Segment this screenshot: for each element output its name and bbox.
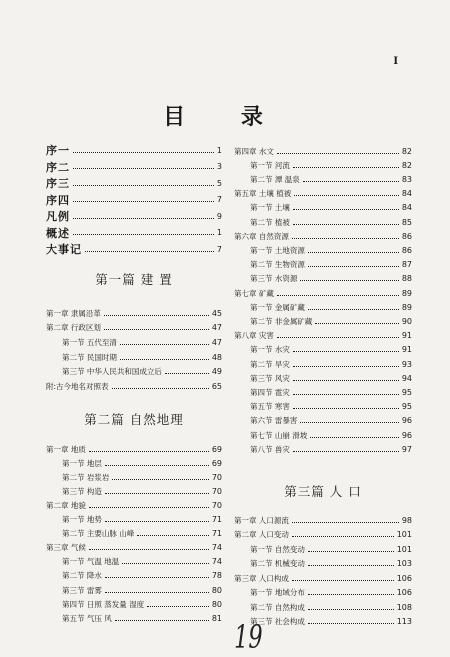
entry-page: 47 [211, 323, 222, 333]
entry-page: 89 [401, 288, 412, 298]
page-title: 目 录 [163, 105, 287, 130]
toc-section-entry [234, 557, 412, 571]
entry-label: 第一节 土壤 [250, 203, 290, 213]
entry-label: 第三节 雷雾 [62, 585, 102, 595]
leader-dots [105, 493, 209, 494]
toc-section-entry [234, 272, 412, 286]
toc-section-entry [46, 583, 222, 597]
leader-dots [292, 238, 399, 239]
entry-label: 第六章 自然资源 [234, 231, 289, 241]
toc-section-entry [234, 586, 412, 600]
toc-chapter-entry [46, 498, 222, 512]
entry-page: 81 [211, 613, 222, 623]
toc-section-entry [234, 357, 412, 371]
handwritten-mark: 19 [234, 618, 263, 656]
leader-dots [165, 373, 209, 374]
toc-section-entry [46, 597, 222, 611]
entry-label: 第五节 气压 风 [62, 613, 112, 623]
toc-section-entry [234, 300, 412, 314]
entry-label: 第一节 水灾 [250, 345, 290, 355]
toc-front-entry [46, 160, 222, 174]
toc-section-entry [234, 158, 412, 172]
entry-page: 82 [401, 160, 412, 170]
toc-chapter-entry [46, 321, 222, 335]
entry-label: 第二节 非金属矿藏 [250, 316, 313, 326]
entry-page: 88 [401, 274, 412, 284]
leader-dots [73, 234, 214, 235]
entry-page: 106 [396, 573, 412, 583]
entry-page: 84 [401, 189, 412, 199]
entry-label: 第一节 河流 [250, 160, 290, 170]
entry-label: 序一 [46, 144, 70, 157]
entry-label: 第七章 矿藏 [234, 288, 274, 298]
leader-dots [308, 309, 399, 310]
entry-page: 48 [211, 352, 222, 362]
toc-front-entry [46, 242, 222, 256]
leader-dots [292, 580, 394, 581]
leader-dots [293, 394, 399, 395]
toc-section-entry [234, 215, 412, 229]
entry-page: 85 [401, 217, 412, 227]
entry-label: 第二节 岩浆岩 [62, 472, 110, 482]
entry-page: 49 [211, 367, 222, 377]
toc-section-entry [234, 201, 412, 215]
entry-page: 95 [401, 402, 412, 412]
entry-page: 96 [401, 416, 412, 426]
toc-chapter-entry [46, 380, 222, 394]
toc-section-entry [234, 172, 412, 186]
entry-page: 113 [396, 617, 412, 626]
leader-dots [104, 315, 209, 316]
leader-dots [105, 521, 209, 522]
entry-page: 7 [216, 244, 222, 254]
toc-section-entry [234, 314, 412, 328]
entry-label: 概述 [46, 226, 70, 240]
leader-dots [308, 565, 394, 566]
entry-label: 第三节 社会构成 [250, 617, 305, 626]
leader-dots [137, 535, 209, 536]
entry-label: 第四节 日照 蒸发量 湿度 [62, 599, 145, 609]
leader-dots [73, 152, 214, 153]
entry-page: 3 [216, 162, 222, 171]
entry-page: 91 [401, 331, 412, 341]
toc-chapter-entry [46, 442, 222, 456]
entry-label: 第一节 地势 [62, 515, 102, 524]
entry-page: 96 [401, 430, 412, 440]
toc-section-entry [234, 371, 412, 385]
entry-page: 78 [211, 571, 222, 581]
toc-section-entry [46, 527, 222, 541]
entry-label: 第八章 灾害 [234, 331, 274, 341]
toc-chapter-entry [234, 528, 412, 542]
leader-dots [293, 380, 399, 381]
entry-label: 第三节 水资源 [250, 274, 298, 284]
entry-label: 第二节 民国时期 [62, 352, 117, 362]
entry-label: 第二章 人口变动 [234, 530, 289, 539]
entry-page: 70 [211, 500, 222, 510]
entry-label: 第三节 构造 [62, 486, 102, 496]
entry-label: 第一节 金属矿藏 [250, 302, 305, 312]
entry-label: 第七节 山崩 滑坡 [250, 430, 308, 440]
entry-label: 第二节 降水 [62, 571, 102, 581]
leader-dots [277, 295, 399, 296]
entry-label: 第二节 机械变动 [250, 559, 305, 568]
leader-dots [104, 329, 209, 330]
leader-dots [293, 167, 399, 168]
entry-page: 101 [396, 530, 412, 539]
entry-page: 69 [211, 458, 222, 468]
leader-dots [308, 594, 394, 595]
leader-dots [120, 344, 209, 345]
toc-section-entry [46, 484, 222, 498]
toc-section-entry [234, 414, 412, 428]
entry-page: 103 [396, 559, 412, 568]
entry-label: 第一节 五代至清 [62, 337, 117, 347]
leader-dots [308, 551, 394, 552]
entry-label: 序二 [46, 160, 70, 174]
toc-section-entry [46, 350, 222, 364]
entry-label: 第四章 水文 [234, 146, 274, 156]
entry-label: 第三节 中华人民共和国成立后 [62, 367, 162, 377]
leader-dots [122, 563, 209, 564]
toc-section-entry [46, 513, 222, 527]
leader-dots [308, 266, 399, 267]
entry-page: 70 [211, 472, 222, 482]
toc-chapter-entry [46, 306, 222, 320]
leader-dots [120, 359, 209, 360]
entry-label: 大事记 [46, 243, 82, 256]
leader-dots [292, 522, 399, 523]
entry-label: 序四 [46, 193, 70, 207]
toc-front-entry [46, 143, 222, 157]
leader-dots [112, 479, 208, 480]
entry-page: 94 [401, 373, 412, 383]
toc-section-entry [234, 385, 412, 399]
entry-page: 83 [401, 174, 412, 184]
leader-dots [112, 388, 209, 389]
leader-dots [277, 337, 399, 338]
leader-dots [105, 577, 209, 578]
toc-chapter-entry [234, 571, 412, 585]
entry-page: 90 [401, 316, 412, 326]
entry-page: 84 [401, 203, 412, 213]
entry-page: 82 [401, 146, 412, 156]
entry-page: 108 [396, 602, 412, 612]
leader-dots [308, 623, 394, 624]
entry-label: 第一章 地质 [46, 444, 86, 454]
leader-dots [73, 218, 214, 219]
toc-chapter-entry [234, 329, 412, 343]
entry-label: 第六节 雷暴害 [250, 416, 298, 426]
toc-section-entry [234, 428, 412, 442]
entry-label: 第二节 旱灾 [250, 359, 290, 369]
entry-label: 第八节 兽灾 [250, 444, 290, 454]
entry-page: 74 [211, 557, 222, 567]
leader-dots [293, 366, 399, 367]
entry-label: 第一章 人口源流 [234, 515, 289, 525]
leader-dots [89, 451, 209, 452]
entry-label: 第二节 生物资源 [250, 260, 305, 270]
entry-page: 86 [401, 245, 412, 255]
toc-chapter-entry [234, 187, 412, 201]
toc-chapter-entry [234, 229, 412, 243]
entry-label: 第一节 地层 [62, 458, 102, 468]
entry-page: 1 [216, 145, 222, 155]
entry-page: 106 [396, 588, 412, 597]
leader-dots [300, 422, 398, 423]
leader-dots [308, 252, 399, 253]
entry-page: 47 [211, 337, 222, 347]
toc-chapter-entry [234, 144, 412, 158]
toc-front-entry [46, 209, 222, 223]
toc-section-entry [234, 600, 412, 614]
leader-dots [105, 592, 209, 593]
entry-page: 80 [211, 599, 222, 609]
leader-dots [73, 201, 214, 202]
entry-label: 第一章 隶属沿革 [46, 308, 101, 318]
entry-page: 5 [216, 178, 222, 188]
leader-dots [293, 209, 399, 210]
entry-page: 101 [396, 544, 412, 554]
leader-dots [293, 408, 399, 409]
leader-dots [115, 620, 209, 621]
entry-label: 第一节 土地资源 [250, 245, 305, 255]
page-number: I [393, 56, 398, 67]
leader-dots [294, 195, 399, 196]
toc-front-entry [46, 226, 222, 240]
entry-page: 80 [211, 585, 222, 595]
entry-page: 98 [401, 515, 412, 525]
leader-dots [315, 323, 398, 324]
toc-chapter-entry [46, 541, 222, 555]
entry-page: 86 [401, 231, 412, 241]
entry-label: 第二章 行政区划 [46, 323, 101, 333]
entry-label: 附:古今地名对照表 [46, 382, 109, 391]
leader-dots [293, 224, 399, 225]
part-heading: 第三篇 人 口 [284, 484, 362, 499]
entry-label: 第二节 植被 [250, 217, 290, 227]
leader-dots [310, 437, 399, 438]
leader-dots [303, 181, 399, 182]
toc-section-entry [234, 442, 412, 456]
toc-section-entry [46, 470, 222, 484]
toc-section-entry [46, 456, 222, 470]
entry-label: 第三节 风灾 [250, 373, 290, 383]
leader-dots [147, 606, 209, 607]
part-heading: 第二篇 自然地理 [84, 412, 184, 427]
entry-label: 第二章 地貌 [46, 500, 86, 510]
entry-page: 70 [211, 486, 222, 496]
entry-label: 第一节 地域分布 [250, 588, 305, 597]
toc-front-entry [46, 176, 222, 190]
toc-section-entry [46, 335, 222, 349]
entry-page: 9 [216, 211, 222, 221]
entry-label: 凡例 [46, 210, 70, 223]
entry-page: 7 [216, 195, 222, 204]
leader-dots [292, 536, 394, 537]
part-heading: 第一篇 建 置 [95, 272, 173, 287]
entry-label: 第二节 潭 温泉 [250, 174, 300, 184]
entry-label: 第四节 雹灾 [250, 387, 290, 397]
leader-dots [293, 451, 399, 452]
toc-section-entry [46, 569, 222, 583]
toc-section-entry [46, 611, 222, 625]
entry-label: 序三 [46, 177, 70, 190]
entry-page: 45 [211, 308, 222, 318]
leader-dots [308, 609, 394, 610]
entry-label: 第五章 土壤 植被 [234, 189, 292, 199]
leader-dots [293, 351, 399, 352]
entry-label: 第三章 人口构成 [234, 573, 289, 583]
leader-dots [277, 153, 399, 154]
leader-dots [73, 185, 214, 186]
entry-label: 第二节 自然构成 [250, 602, 305, 612]
entry-label: 第一节 自然变动 [250, 544, 305, 554]
toc-section-entry [234, 343, 412, 357]
entry-page: 1 [216, 228, 222, 237]
toc-section-entry [46, 555, 222, 569]
entry-page: 71 [211, 529, 222, 539]
toc-front-entry [46, 193, 222, 207]
toc-section-entry [234, 258, 412, 272]
toc-section-entry [46, 365, 222, 379]
leader-dots [85, 251, 214, 252]
entry-page: 97 [401, 444, 412, 454]
leader-dots [89, 507, 209, 508]
entry-label: 第二节 主要山脉 山峰 [62, 529, 135, 539]
entry-page: 69 [211, 444, 222, 454]
entry-label: 第三章 气候 [46, 543, 86, 553]
entry-page: 89 [401, 302, 412, 312]
entry-page: 91 [401, 345, 412, 355]
toc-section-entry [234, 400, 412, 414]
entry-page: 71 [211, 515, 222, 524]
entry-page: 74 [211, 543, 222, 553]
toc-section-entry [234, 243, 412, 257]
leader-dots [73, 168, 214, 169]
toc-chapter-entry [234, 513, 412, 527]
entry-page: 95 [401, 387, 412, 397]
toc-chapter-entry [234, 286, 412, 300]
entry-label: 第五节 寒害 [250, 402, 290, 412]
entry-page: 87 [401, 260, 412, 270]
leader-dots [89, 549, 209, 550]
leader-dots [300, 280, 398, 281]
toc-section-entry [234, 542, 412, 556]
entry-page: 93 [401, 359, 412, 369]
leader-dots [105, 465, 209, 466]
entry-label: 第一节 气温 地温 [62, 557, 120, 567]
entry-page: 65 [211, 382, 222, 391]
